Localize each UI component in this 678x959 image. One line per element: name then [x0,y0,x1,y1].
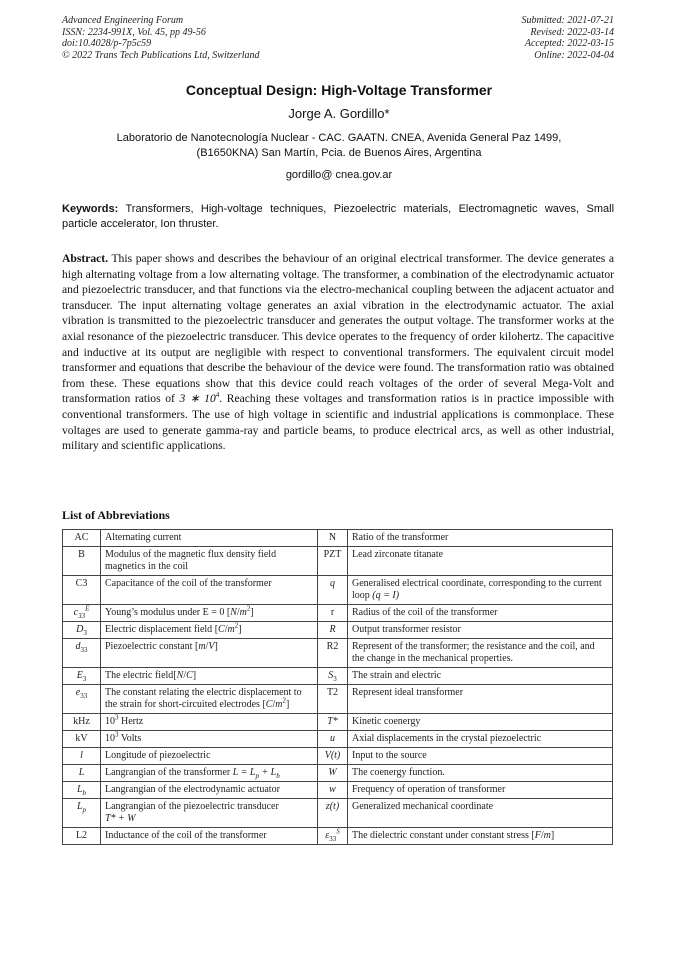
date-submitted: Submitted: 2021-07-21 [521,15,614,26]
journal-copyright: © 2022 Trans Tech Publications Ltd, Switzerland [62,49,260,61]
abbr-description [101,685,318,714]
unit-bracket: [m/V] [194,641,218,652]
abbr-symbol-base: S [328,670,334,681]
abbr-symbol-base: L [76,784,83,795]
abbreviations-heading: List of Abbreviations [62,508,170,522]
affiliation [62,131,616,161]
abbr-symbol: $S_3$ [318,668,348,685]
abbr-description: Axial displacements in the crystal piezoelectric [348,731,613,748]
abbr-symbol-base: e [75,687,81,698]
table-row [63,668,613,685]
abbr-description-text: The electric field [105,670,174,681]
abbr-symbol: L2 [63,828,101,845]
keywords-label: Keywords: [62,203,119,215]
table-row [63,685,613,714]
abbr-symbol: V(t) [318,748,348,765]
date-accepted: Accepted: 2022-03-15 [524,38,614,49]
abbr-equation: (q = I) [372,590,400,601]
abstract-text: This paper shows and describes the behaviour of an original electrical transformer. The device generates a high alternating voltage from a low alternating voltage. The transformer, a combination of the electrodynamic actuator and piezoelectric transducer, and that functions via the electro-mechanical coupling between the adjacent actuator and transducer. The input alternating voltage generates an axial vibration in the electrodynamic actuator. The axial vibration is transmitted to the piezoelectric transducer and generates the output voltage. The transformer works at the axial resonance of the piezoelectric transducer. This device operates to the frequency of order kilohertz. The capacitive and inductive at its output are negligible with respect to conventional transformers. The equivalent circuit model transformer and equations that describe the behaviour of the device were found. The transformation ratio was obtained from these. These equations show that this device could reach voltages of the order of several Mega-Volt and transformation ratios of [62,252,614,406]
abbr-symbol: PZT [318,547,348,576]
abstract-ratio: 3 ∗ 10 [179,392,216,406]
abbr-description: Inductance of the coil of the transformer [101,828,318,845]
abbr-symbol: $d_{33}$ [63,639,101,668]
abbr-description: Generalized mechanical coordinate [348,799,613,828]
abbr-description-text: Langrangian of the transformer [105,767,231,778]
abbr-symbol: r [318,605,348,622]
abbr-symbol: $c_{33}^E$ [63,605,101,622]
abbr-description: Langrangian of the transformer $L = L_p + L_b$ [101,765,318,782]
abbr-description-text: Piezoelectric constant [105,641,193,652]
abbr-description: Input to the source [348,748,613,765]
abbr-description: Modulus of the magnetic flux density field magnetics in the coil [101,547,318,576]
abbr-symbol: z(t) [318,799,348,828]
abbr-description: Represent of the transformer; the resistance and the coil, and the change in the mechanical properties. [348,639,613,668]
abbr-symbol: $e_{33}$ [63,685,101,714]
abbr-symbol-base: c [73,607,79,618]
abbr-symbol: N [318,530,348,547]
affiliation-line-2: (B1650KNA) San Martín, Pcia. de Buenos Aires, Argentina [196,147,482,159]
abbr-symbol: u [318,731,348,748]
abbreviations-table [62,529,613,845]
abbr-symbol-base: D [76,624,84,635]
table-row [63,547,613,576]
abbr-description-text: Langrangian of the piezoelectric transducer [105,801,279,812]
abbr-symbol: R2 [318,639,348,668]
abbr-symbol: L [63,765,101,782]
paper-title: Conceptual Design: High-Voltage Transformer [185,82,493,98]
table-row [63,639,613,668]
abbr-description: Longitude of piezoelectric [101,748,318,765]
author-name: Jorge A. Gordillo* [288,106,390,121]
date-revised: Revised: 2022-03-14 [530,26,614,38]
unit-bracket: $[C/m^2]$ [214,621,242,635]
submission-dates [522,15,615,61]
abbr-symbol: l [63,748,101,765]
table-row [63,576,613,605]
abbr-symbol: kV [63,731,101,748]
abbr-description: Kinetic coenergy [348,714,613,731]
abbr-description-text: Volts [120,733,142,744]
abbr-symbol: $L_b$ [63,782,101,799]
table-row [63,782,613,799]
abbr-symbol: T2 [318,685,348,714]
journal-info [62,15,260,61]
abbr-description: Output transformer resistor [348,622,613,639]
unit-bracket: $[N/m^2]$ [226,604,254,618]
keywords-text: Transformers, High-voltage techniques, Piezoelectric materials, Electromagnetic waves, Small particle accelerator, Ion thruster. [62,203,615,230]
abbr-symbol: $L_p$ [63,799,101,828]
abbr-description: Radius of the coil of the transformer [348,605,613,622]
abbr-symbol: $D_3$ [63,622,101,639]
abbr-description [101,668,318,685]
abbr-symbol-base: ε [325,830,330,841]
abbr-description: Langrangian of the electrodynamic actuator [101,782,318,799]
abbr-description: $10^3$ Volts [101,731,318,748]
keywords [62,202,614,231]
abstract-ratio-exponent: 4 [215,391,220,400]
abbr-description [101,622,318,639]
abbr-description-text: The dielectric constant under constant stress [352,830,529,841]
table-row [63,748,613,765]
abstract [62,251,614,454]
date-online: Online: 2022-04-04 [534,49,614,61]
abbr-description [101,605,318,622]
table-row [63,828,613,845]
abstract-text-continued: . Reaching these voltages and transformation ratios is in practice impossible with conventional transformers. The use of high voltage in scientific and industrial applications is commonplace. These voltages are used to generate gamma-ray and particle beams, to produce electrical arcs, as well as other industrial, military and scientific applications. [62,392,614,453]
journal-issn: ISSN: 2234-991X, Vol. 45, pp 49-56 [62,26,206,38]
journal-doi: doi:10.4028/p-7p5c59 [62,38,152,49]
affiliation-line-1: Laboratorio de Nanotecnología Nuclear - CAC. GAATN. CNEA, Avenida General Paz 1499, [116,132,562,144]
abbr-symbol: C3 [63,576,101,605]
abbr-description-text: The constant relating the electric displacement to the strain for short-circuited electrodes [105,687,302,710]
abbr-description-text: Young’s modulus under E = 0 [105,607,225,618]
table-row [63,799,613,828]
abbr-symbol: T* [318,714,348,731]
table-row [63,765,613,782]
journal-name: Advanced Engineering Forum [62,15,184,26]
abbr-symbol: q [318,576,348,605]
table-row [63,605,613,622]
abbr-symbol-base: L [76,801,83,812]
abbr-description [348,576,613,605]
abbr-symbol: AC [63,530,101,547]
abbr-symbol: w [318,782,348,799]
abbr-description: Frequency of operation of transformer [348,782,613,799]
abbr-symbol: W [318,765,348,782]
abbr-description: The coenergy function. [348,765,613,782]
abbr-symbol-base: E [76,670,83,681]
abbr-equation: T* + W [105,813,136,824]
unit-bracket: [F/m] [531,830,555,841]
unit-bracket: $[C/m^2]$ [262,696,290,710]
abbr-description: $10^3$ Hertz [101,714,318,731]
abbr-symbol: B [63,547,101,576]
abbr-description [101,639,318,668]
abbr-description-text: Generalised electrical coordinate, corresponding to the current loop [352,578,602,601]
table-row [63,530,613,547]
abbr-description: The strain and electric [348,668,613,685]
abbr-description: Ratio of the transformer [348,530,613,547]
abbr-description: Lead zirconate titanate [348,547,613,576]
abbr-description [101,799,318,828]
author-email: gordillo@ cnea.gov.ar [285,169,393,181]
abbr-symbol: $E_3$ [63,668,101,685]
abbr-description-text: Hertz [121,716,144,727]
table-row [63,731,613,748]
table-row [63,714,613,731]
abbr-description: Capacitance of the coil of the transformer [101,576,318,605]
abbr-description [348,828,613,845]
abbr-description: Represent ideal transformer [348,685,613,714]
abbr-description-text: Electric displacement field [105,624,213,635]
abbr-symbol-base: d [75,641,81,652]
table-row [63,622,613,639]
abbr-symbol: $\varepsilon_{33}^S$ [318,828,348,845]
abbr-symbol: R [318,622,348,639]
abbr-symbol: kHz [63,714,101,731]
unit-bracket: [N/C] [173,670,197,681]
abbr-equation: L = L [232,767,256,778]
abstract-label: Abstract. [62,252,109,265]
abbr-description: Alternating current [101,530,318,547]
